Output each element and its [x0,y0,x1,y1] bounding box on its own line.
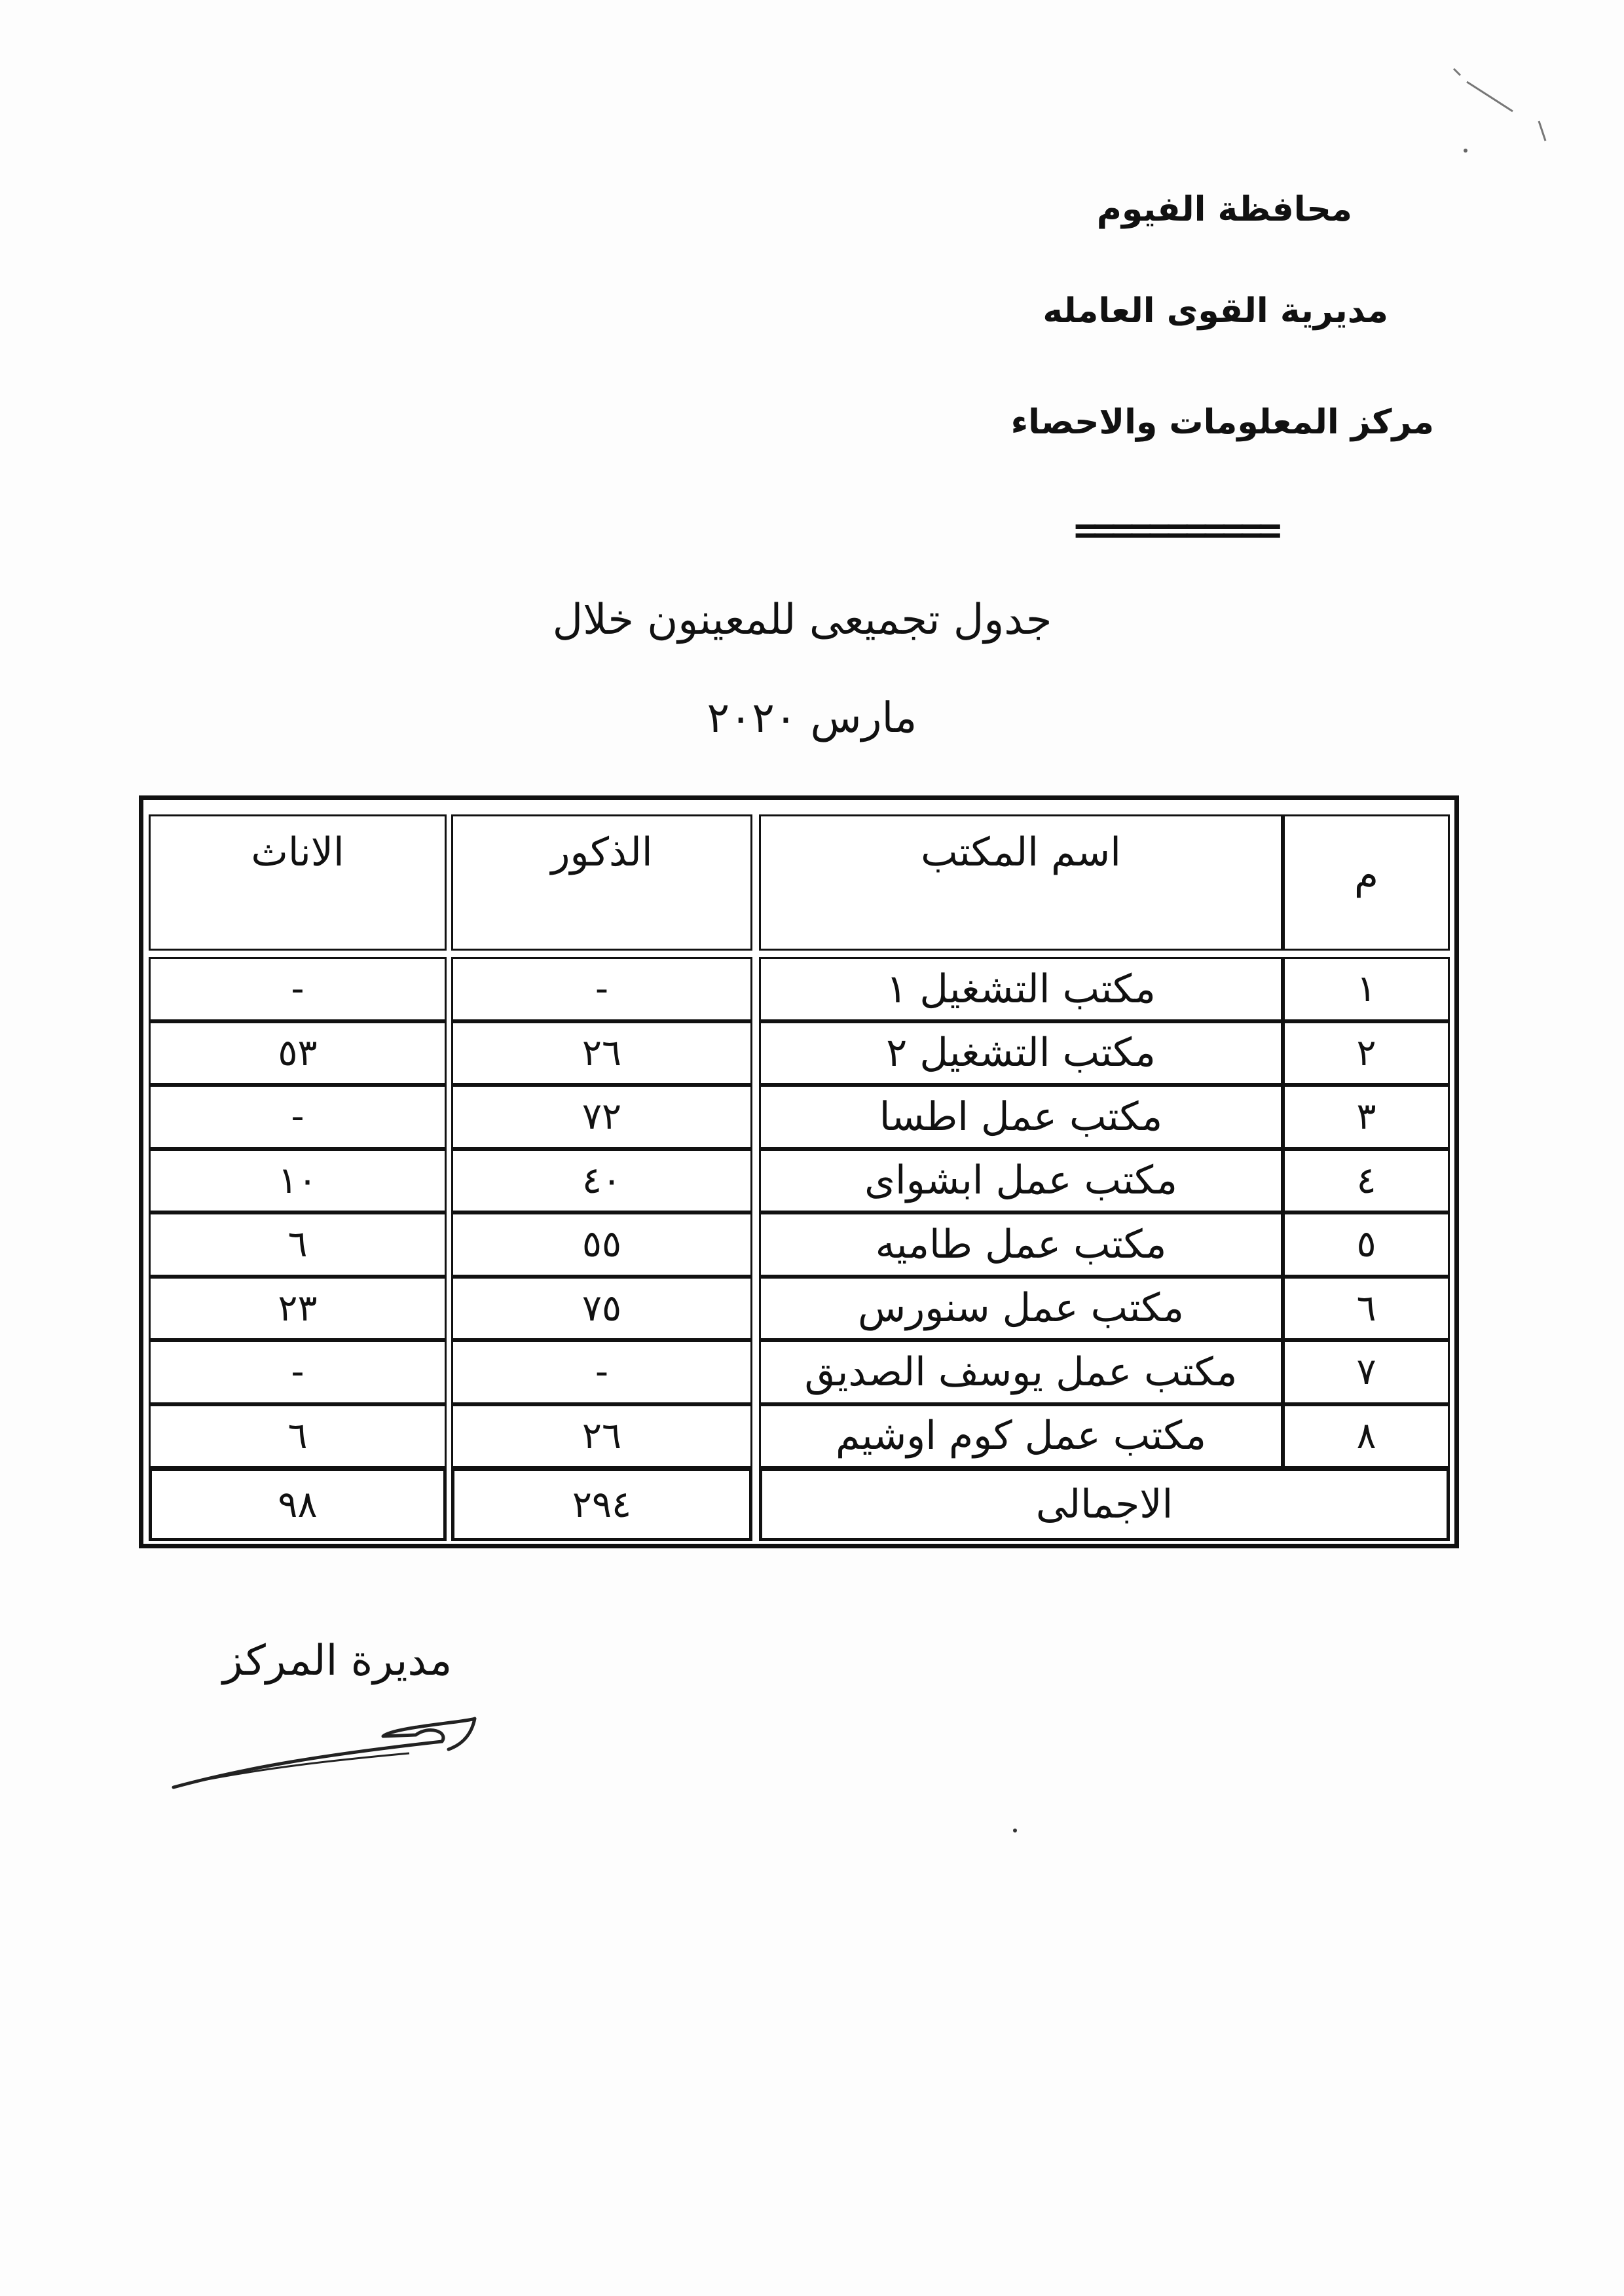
row-males: ٢٦ [451,1021,752,1085]
scan-artifacts [1441,62,1559,163]
row-office-name: مكتب التشغيل ٢ [759,1021,1283,1085]
row-index: ٢ [1283,1021,1450,1085]
governorate-name: محافظة الفيوم [1096,190,1352,229]
row-females: ٦ [149,1404,447,1468]
total-label: الاجمالى [759,1468,1450,1541]
row-females: ١٠ [149,1149,447,1213]
header-males: الذكور [451,814,752,951]
row-females: - [149,1340,447,1404]
total-males: ٢٩٤ [451,1468,752,1541]
row-office-name: مكتب عمل ابشواى [759,1149,1283,1213]
document-period: مارس ٢٠٢٠ [707,694,917,742]
row-index: ٤ [1283,1149,1450,1213]
row-office-name: مكتب عمل يوسف الصديق [759,1340,1283,1404]
header-females: الاناث [149,814,447,951]
row-females: ٢٣ [149,1277,447,1341]
header-office: اسم المكتب [759,814,1283,951]
appointments-table [139,795,1459,1548]
row-females: - [149,957,447,1021]
row-office-name: مكتب عمل كوم اوشيم [759,1404,1283,1468]
total-females: ٩٨ [149,1468,447,1541]
row-office-name: مكتب عمل سنورس [759,1277,1283,1341]
row-index: ٦ [1283,1277,1450,1341]
directorate-name: مديرية القوى العامله [1043,291,1388,331]
scan-dot [1013,1829,1017,1832]
row-males: ٧٥ [451,1277,752,1341]
row-females: - [149,1085,447,1149]
row-index: ٥ [1283,1212,1450,1277]
row-females: ٦ [149,1212,447,1277]
header-index: م [1283,814,1450,951]
row-males: ٥٥ [451,1212,752,1277]
signature-label: مديرة المركز [223,1637,452,1685]
row-index: ٣ [1283,1085,1450,1149]
row-females: ٥٣ [149,1021,447,1085]
row-males: ٢٦ [451,1404,752,1468]
document-title: جدول تجميعى للمعينون خلال [552,596,1052,644]
row-office-name: مكتب عمل اطسا [759,1085,1283,1149]
row-males: ٧٢ [451,1085,752,1149]
row-index: ٧ [1283,1340,1450,1404]
row-index: ١ [1283,957,1450,1021]
row-males: ٤٠ [451,1149,752,1213]
header-divider: =========== [1074,507,1277,553]
handwritten-signature [167,1696,481,1803]
row-office-name: مكتب عمل طاميه [759,1212,1283,1277]
row-males: - [451,1340,752,1404]
row-index: ٨ [1283,1404,1450,1468]
row-office-name: مكتب التشغيل ١ [759,957,1283,1021]
center-name: مركز المعلومات والاحصاء [1010,403,1434,442]
row-males: - [451,957,752,1021]
